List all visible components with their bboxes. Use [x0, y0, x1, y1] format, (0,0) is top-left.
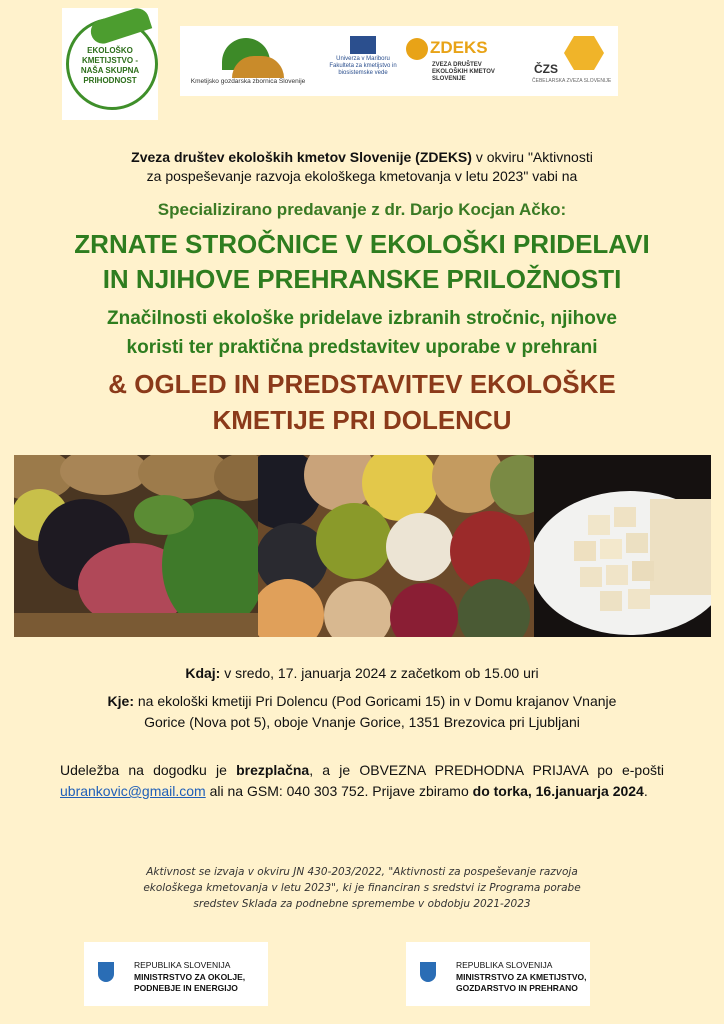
kgz-logo: Kmetijsko gozdarska zbornica Slovenije: [186, 34, 310, 94]
funding-note: Aktivnost se izvaja v okviru JN 430-203/2022, "Aktivnosti za pospeševanje razvoja ekološkega kmetovanja v letu 2023", ki je financiran s sredstvi iz Programa porabe sredstev Sklada za podnebne spremembe v obdobju 2021-2023: [143, 866, 581, 910]
slovenia-crest-icon: [420, 962, 436, 982]
speaker-line: Specializirano predavanje z dr. Darjo Kocjan Ačko:: [157, 200, 567, 219]
event-where: Kje: na ekološki kmetiji Pri Dolencu (Pod Goricami 15) in v Domu krajanov Vnanje Gorice (Nova pot 5), oboje Vnanje Gorice, 1351 Brezovica pri Ljubljani: [107, 693, 617, 730]
zdeks-logo: ZDEKS ZVEZA DRUŠTEV EKOLOŠKIH KMETOV SLOVENIJE: [406, 34, 514, 94]
um-logo: Univerza v Mariboru Fakulteta za kmetijstvo in biosistemske vede: [318, 34, 408, 94]
slovenia-crest-icon: [98, 962, 114, 982]
secondary-title: & OGLED IN PREDSTAVITEV EKOLOŠKE KMETIJE PRI DOLENCU: [108, 369, 616, 435]
eko-logo-text: EKOLOŠKO KMETIJSTVO - NAŠA SKUPNA PRIHODNOST: [80, 46, 140, 85]
event-when: Kdaj: v sredo, 17. januarja 2024 z začetkom ob 15.00 uri: [185, 665, 539, 681]
email-link[interactable]: ubrankovic@gmail.com: [60, 783, 206, 799]
subtitle: Značilnosti ekološke pridelave izbranih stročnic, njihove koristi ter praktična predstavitev uporabe v prehrani: [107, 308, 617, 358]
registration-text: Udeležba na dogodku je brezplačna, a je OBVEZNA PREDHODNA PRIJAVA po e-pošti ubrankovic@gmail.com ali na GSM: 040 303 752. Prijave zbiramo do torka, 16.januarja 2024.: [60, 762, 664, 799]
ministry-environment-logo: REPUBLIKA SLOVENIJA MINISTRSTVO ZA OKOLJE, PODNEBJE IN ENERGIJO: [84, 942, 268, 1006]
partner-logos-strip: [180, 26, 618, 96]
mixed-legumes-photo: [258, 455, 534, 637]
eko-kmetijstvo-logo: [62, 8, 158, 120]
university-building-icon: [350, 36, 376, 54]
green-beans-illustration: [14, 455, 258, 637]
legumes-illustration: [258, 455, 534, 637]
main-title: ZRNATE STROČNICE V EKOLOŠKI PRIDELAVI IN NJIHOVE PREHRANSKE PRILOŽNOSTI: [74, 229, 650, 294]
green-beans-photo: [14, 455, 258, 637]
zdeks-sun-icon: [406, 38, 428, 60]
ministry-agriculture-logo: REPUBLIKA SLOVENIJA MINISTRSTVO ZA KMETIJSTVO, GOZDARSTVO IN PREHRANO: [406, 942, 590, 1006]
czs-logo: ČZS ČEBELARSKA ZVEZA SLOVENIJE: [530, 32, 616, 92]
tofu-photo: [534, 455, 711, 637]
honeycomb-bee-icon: [564, 36, 604, 70]
photo-strip: [14, 455, 711, 637]
intro-text: Zveza društev ekoloških kmetov Slovenije (ZDEKS) v okviru "Aktivnosti za pospeševanje razvoja ekološkega kmetovanja v letu 2023" vabi na: [131, 149, 593, 184]
tofu-illustration: [534, 455, 711, 637]
